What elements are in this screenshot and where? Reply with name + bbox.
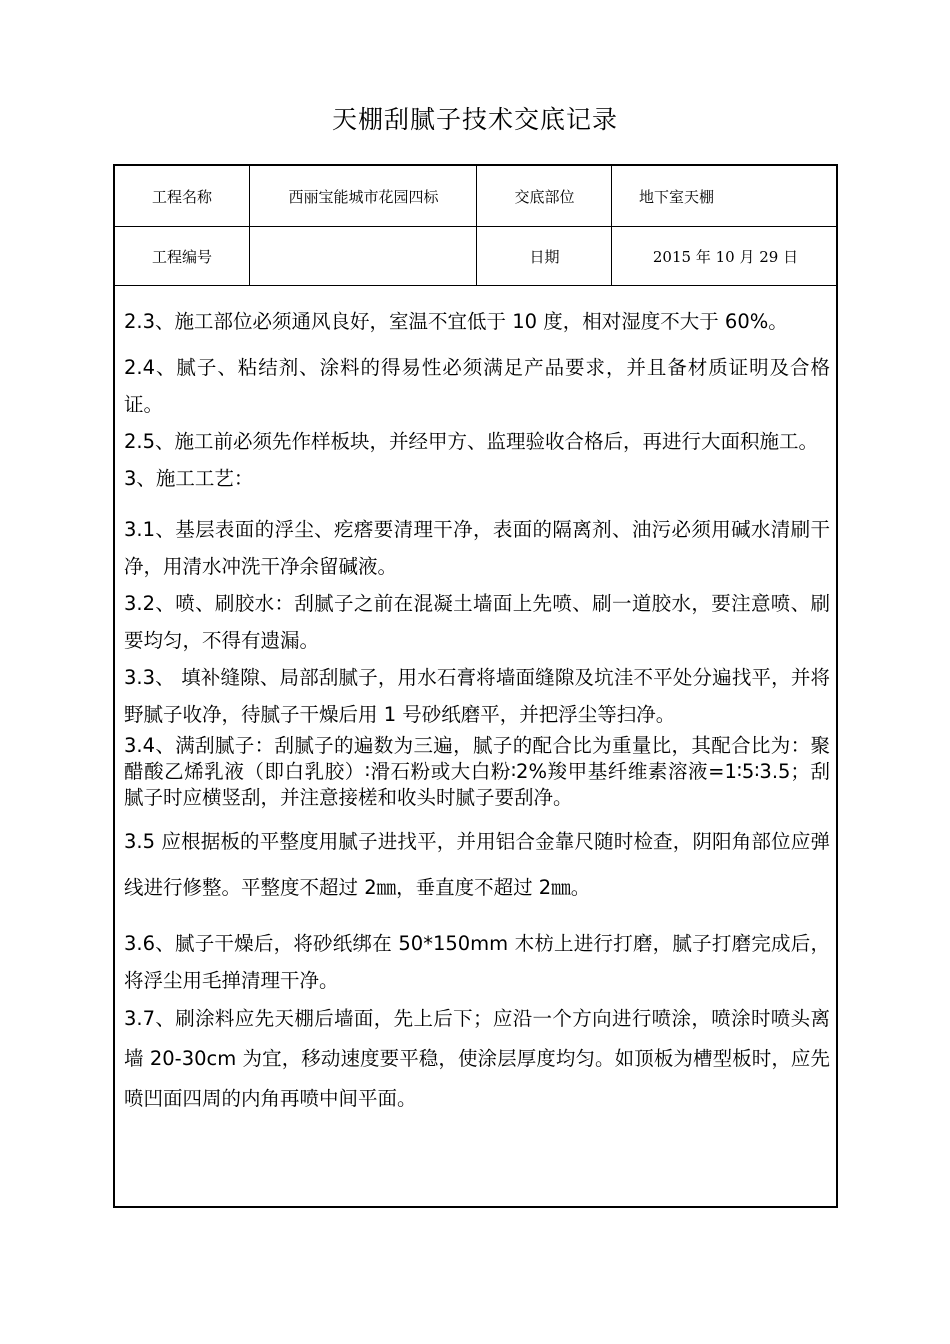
paragraph-3-4: 3.4、满刮腻子：刮腻子的遍数为三遍，腻子的配合比为重量比，其配合比为：聚醋酸乙烯乳液（即白乳胶）∶滑石粉或大白粉∶2%羧甲基纤维素溶液=1∶5∶3.5；刮腻子时应横竖刮，并注意接槎和收头时腻子要刮净。 <box>124 734 830 809</box>
project-no-label: 工程编号 <box>115 227 250 285</box>
paragraph-3-3: 3.3、 填补缝隙、局部刮腻子，用水石膏将墙面缝隙及坑洼不平处分遍找平，并将野腻子收净，待腻子干燥后用 1 号砂纸磨平，并把浮尘等扫净。 <box>124 666 830 726</box>
paragraph-3-6: 3.6、腻子干燥后，将砂纸绑在 50*150mm 木枋上进行打磨，腻子打磨完成后，将浮尘用毛掸清理干净。 <box>124 932 830 992</box>
paragraph-3: 3、施工工艺： <box>124 467 254 490</box>
disclosure-content <box>124 297 830 1119</box>
date-label: 日期 <box>478 227 612 285</box>
paragraph-3-1: 3.1、基层表面的浮尘、疙瘩要清理干净，表面的隔离剂、油污必须用碱水清刷干净，用清水冲洗干净余留碱液。 <box>124 518 830 578</box>
project-name-label: 工程名称 <box>115 166 250 226</box>
paragraph-2-5: 2.5、施工前必须先作样板块，并经甲方、监理验收合格后，再进行大面积施工。 <box>124 430 819 453</box>
location-value: 地下室天棚 <box>639 187 715 206</box>
header-row-1 <box>115 166 836 227</box>
location-label: 交底部位 <box>478 166 612 226</box>
paragraph-2-3: 2.3、施工部位必须通风良好，室温不宜低于 10 度，相对湿度不大于 60%。 <box>124 310 788 333</box>
paragraph-3-2: 3.2、喷、刷胶水：刮腻子之前在混凝土墙面上先喷、刷一道胶水，要注意喷、刷要均匀，不得有遗漏。 <box>124 592 830 652</box>
disclosure-table <box>113 164 838 1208</box>
project-no-value <box>251 227 477 285</box>
date-value: 2015 年 10 月 29 日 <box>652 247 799 266</box>
page-title: 天棚刮腻子技术交底记录 <box>331 105 618 134</box>
paragraph-3-7: 3.7、刷涂料应先天棚后墙面，先上后下；应沿一个方向进行喷涂，喷涂时喷头离墙 20-30cm 为宜，移动速度要平稳，使涂层厚度均匀。如顶板为槽型板时，应先喷凹面四周的内角再喷中间平面。 <box>124 1007 830 1110</box>
paragraph-3-5: 3.5 应根据板的平整度用腻子进找平，并用铝合金靠尺随时检查，阴阳角部位应弹线进行修整。平整度不超过 2㎜，垂直度不超过 2㎜。 <box>124 830 830 899</box>
paragraph-2-4: 2.4、腻子、粘结剂、涂料的得易性必须满足产品要求，并且备材质证明及合格证。 <box>124 356 830 416</box>
header-row-2 <box>115 227 836 286</box>
project-name-value: 西丽宝能城市花园四标 <box>251 166 477 226</box>
